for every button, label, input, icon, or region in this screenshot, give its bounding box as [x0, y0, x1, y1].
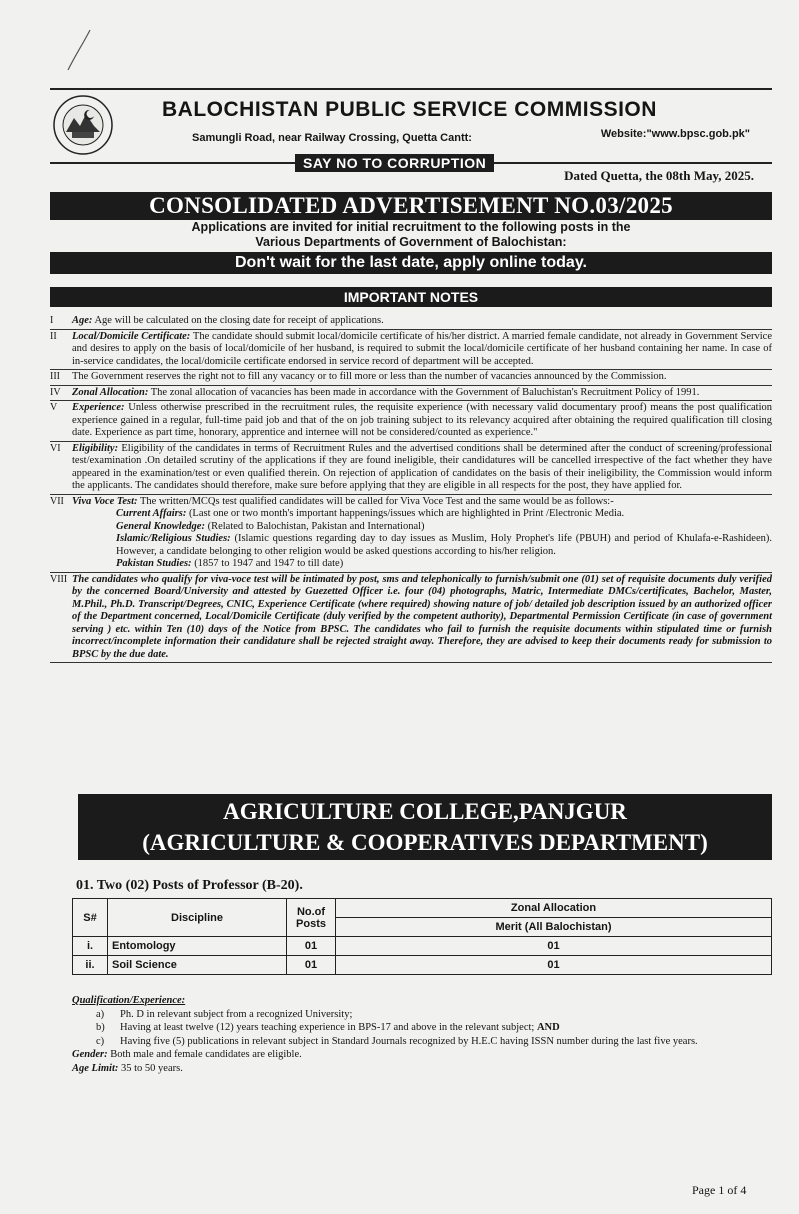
invitation-line-2: Various Departments of Government of Balochistan:: [255, 235, 567, 249]
note-item: I Age: Age will be calculated on the closing date for receipt of applications.: [50, 314, 772, 330]
note-item: VI Eligibility: Eligibility of the candidates in terms of Recruitment Rules and the advertised conditions shall be determined after the conduct of screening/professional test/examination .On detailed scrutiny of the applications if they are found ineligible, their candidatures will be cancelled irrespective of the fact whether they have appeared in the examination/test or even qualified therein. On rejection of application of candidates on the basis of their ineligibility, the Commission would inform the applicants. The candidates should therefore, make sure before applying that they are eligible in all respects for the post, they have applied for.: [50, 442, 772, 495]
note-item: VII Viva Voce Test: The written/MCQs test qualified candidates will be called for Viva Voce Test and the same would be as follows:- Current Affairs: (Last one or two month's important happenings/issues which are highlighted in Print /Electronic Media. General Knowledge: (Related to Balochistan, Pakistan and International) Islamic/Religious Studies: (Islamic questions regarding day to day issues as Muslim, Holy Prophet's life (PBUH) and period of Khulafa-e-Rashideen). However, a candidate belonging to other religion would be asked questions according to his/her religion. Pakistan Studies: (1857 to 1947 and 1947 to till date): [50, 495, 772, 573]
viva-sub-item: General Knowledge: (Related to Balochistan, Pakistan and International): [116, 520, 425, 532]
department-line-1: AGRICULTURE COLLEGE,PANJGUR: [223, 799, 627, 824]
advertisement-title: CONSOLIDATED ADVERTISEMENT NO.03/2025: [50, 192, 772, 220]
viva-sub-item: Pakistan Studies: (1857 to 1947 and 1947 to till date): [116, 558, 344, 569]
qualification-heading: Qualification/Experience:: [72, 995, 186, 1006]
invitation-text: [50, 220, 772, 250]
org-name: BALOCHISTAN PUBLIC SERVICE COMMISSION: [162, 98, 657, 121]
department-line-2: (AGRICULTURE & COOPERATIVES DEPARTMENT): [142, 830, 708, 855]
bpsc-logo-icon: [52, 94, 114, 156]
notes-list: [50, 314, 772, 663]
department-banner: [78, 794, 772, 860]
viva-sub-item: Islamic/Religious Studies: (Islamic questions regarding day to day issues as Muslim, Holy Prophet's life (PBUH) and period of Khulafa-e-Rashideen). However, a candidate belonging to other religion would be asked questions according to his/her religion.: [116, 533, 772, 557]
viva-sub-item: Current Affairs: (Last one or two month's important happenings/issues which are highlighted in Print /Electronic Media.: [116, 508, 625, 519]
table-row: ii. Soil Science 01 01: [73, 956, 772, 975]
col-zonal: Zonal Allocation: [336, 899, 772, 918]
apply-online-banner: Don't wait for the last date, apply online today.: [50, 252, 772, 274]
age-limit-line: Age Limit: 35 to 50 years.: [72, 1062, 183, 1074]
qualification-item: c) Having five (5) publications in relevant subject in Standard Journals recognized by H.E.C having ISSN number during the last five years.: [96, 1035, 698, 1047]
notes-heading: IMPORTANT NOTES: [50, 287, 772, 307]
advertisement-page: [50, 88, 772, 1074]
page-number: Page 1 of 4: [692, 1183, 747, 1197]
header: [50, 88, 772, 183]
pen-mark: [64, 28, 94, 72]
note-item: IV Zonal Allocation: The zonal allocation of vacancies has been made in accordance with the Government of Baluchistan's Recruitment Policy of 1991.: [50, 386, 772, 402]
note-item: II Local/Domicile Certificate: The candidate should submit local/domicile certificate of his/her district. A married female candidate, not already in Government Service and desires to apply on the basis of local/domicile of her husband, is required to submit the local/domicile certificate of her husband containing her name. In case of in-service candidates, the local/domicile certificate endorsed in service record of department will be accepted.: [50, 330, 772, 371]
gender-line: Gender: Both male and female candidates are eligible.: [72, 1049, 302, 1060]
qualification-section: [72, 994, 772, 1075]
col-posts: No.of Posts: [287, 899, 336, 937]
note-item: VIII The candidates who qualify for viva-voce test will be intimated by post, sms and telephonically to furnish/submit one (01) set of requisite documents duly verified by the concerned Board/University and attested by Guezetted Officer i.e. four (04) photographs, Matric, Intermediate DMCs/certificates, Bachelor, Master, M.Phil., Ph.D. Transcript/Degrees, CNIC, Experience Certificate (where required) showing nature of job/ detailed job description issued by an authorized officer of the Department concerned, Local/Domicile Certificate (duly verified by the competent authority), Departmental Permission Certificate (in case of government serving ) etc. within Ten (10) days of the Notice from BPSC. The candidates who fail to furnish the requisite documents within stipulated time or furnish incorrect/incomplete information their candidature shall be rejected straight away. Therefore, they are advised to keep their documents ready for submission to BPSC by the due date.: [50, 573, 772, 664]
date-line: Dated Quetta, the 08th May, 2025.: [564, 168, 754, 183]
table-header-row: [73, 899, 772, 918]
slogan: SAY NO TO CORRUPTION: [295, 154, 494, 172]
org-address: Samungli Road, near Railway Crossing, Quetta Cantt:: [192, 132, 472, 144]
col-discipline: Discipline: [108, 899, 287, 937]
qualification-item: b) Having at least twelve (12) years teaching experience in BPS-17 and above in the relevant subject; AND: [96, 1022, 560, 1033]
col-merit: Merit (All Balochistan): [336, 918, 772, 937]
note-item: V Experience: Unless otherwise prescribed in the recruitment rules, the requisite experience (with necessary valid documentary proof) means the post qualification experience gained in a regular, full-time paid job and that of the on job training subject to its relevancy acquired after obtaining the required qualification till closing date. Experience as part time, honorary, apprentice and internee will not be considered/counted as experience.": [50, 401, 772, 442]
note-item: III The Government reserves the right not to fill any vacancy or to fill more or less than the number of vacancies announced by the Commission.: [50, 370, 772, 386]
invitation-line-1: Applications are invited for initial recruitment to the following posts in the: [191, 220, 631, 234]
org-website: Website:"www.bpsc.gob.pk": [600, 128, 750, 140]
table-row: i. Entomology 01 01: [73, 937, 772, 956]
col-sno: S#: [73, 899, 108, 937]
posts-table: [72, 898, 772, 975]
qualification-item: a) Ph. D in relevant subject from a recognized University;: [96, 1008, 353, 1020]
post-title: 01. Two (02) Posts of Professor (B-20).: [76, 878, 303, 893]
